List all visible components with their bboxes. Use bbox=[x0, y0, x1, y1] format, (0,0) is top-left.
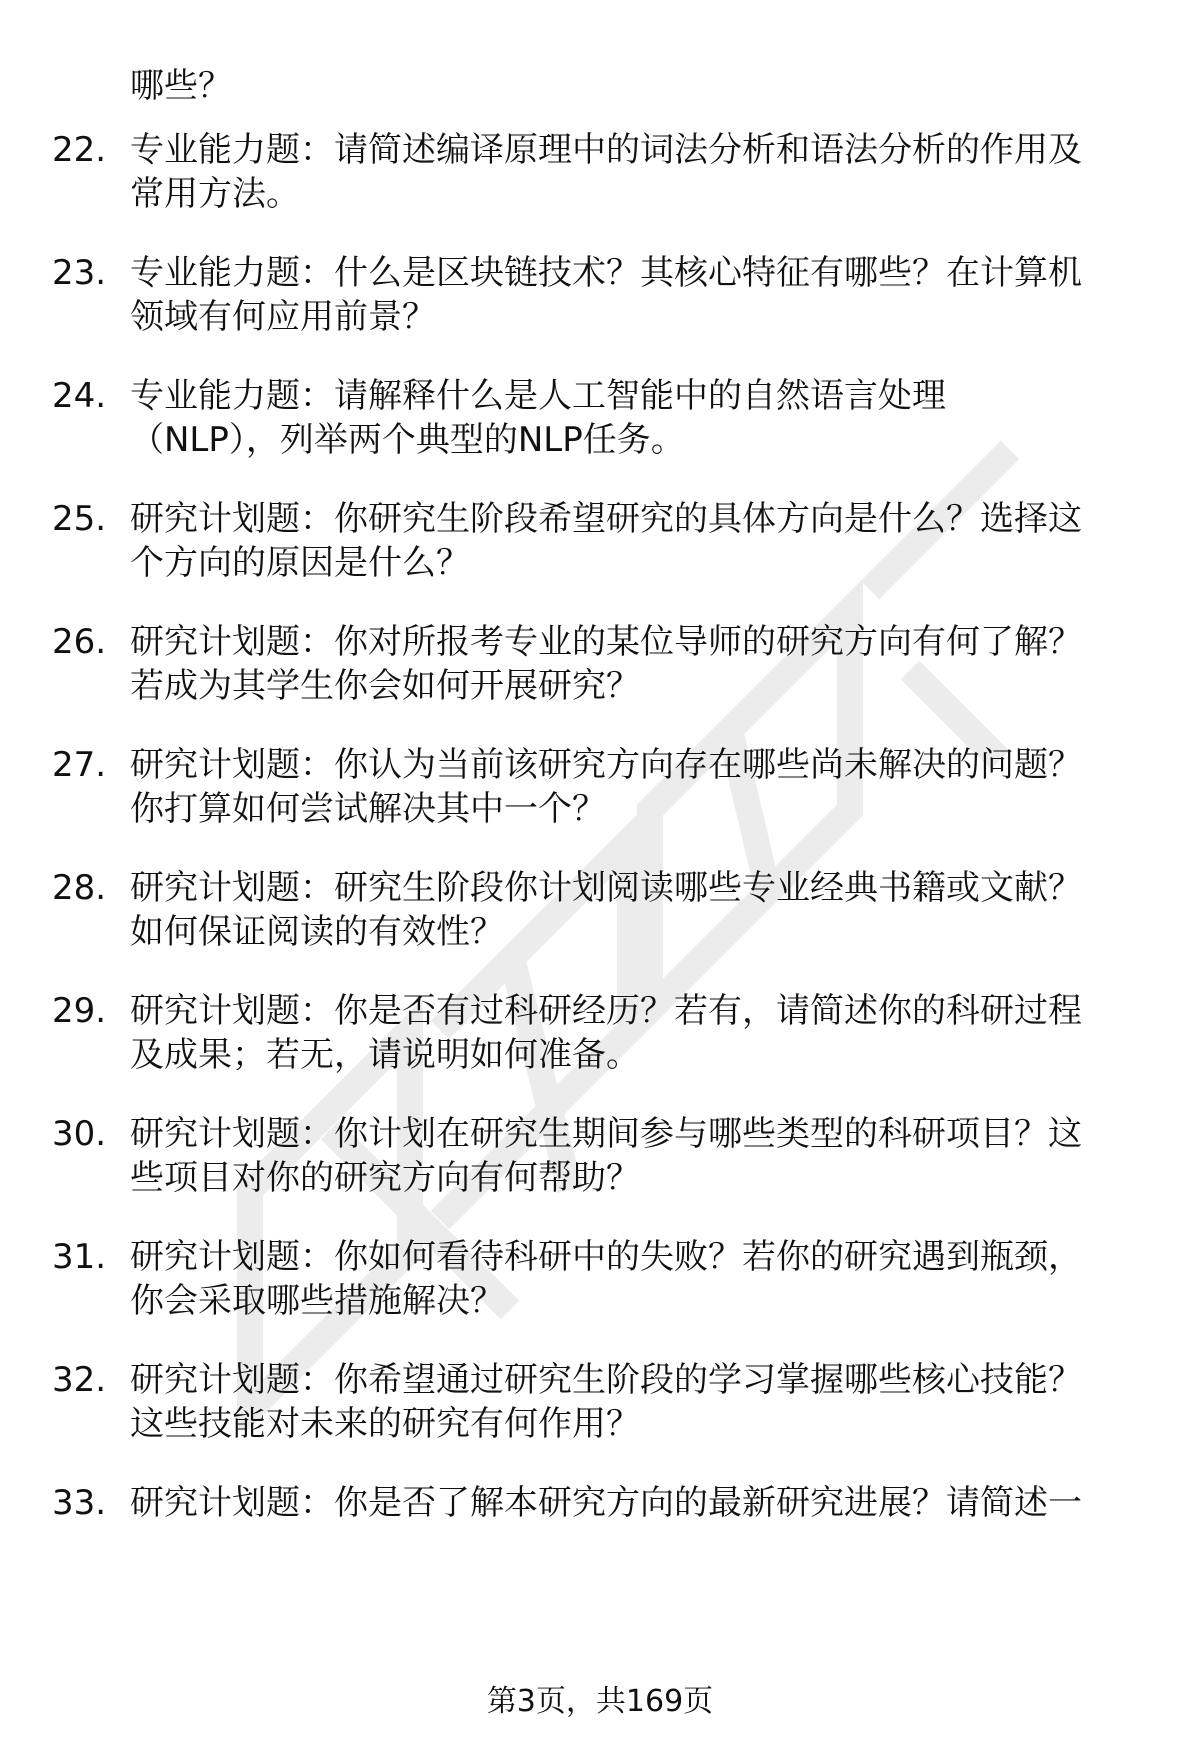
question-number: 32. bbox=[52, 1360, 107, 1400]
question-text-line: 常用方法。 bbox=[130, 174, 300, 214]
question-text-line: 若成为其学生你会如何开展研究？ bbox=[130, 666, 640, 706]
question-text-line: 研究计划题：研究生阶段你计划阅读哪些专业经典书籍或文献？ bbox=[130, 868, 1082, 908]
question-number: 25. bbox=[52, 499, 107, 539]
question-number: 29. bbox=[52, 991, 107, 1031]
question-text-line: 专业能力题：请解释什么是人工智能中的自然语言处理 bbox=[130, 376, 946, 416]
question-text-line: 专业能力题：什么是区块链技术？其核心特征有哪些？在计算机 bbox=[130, 253, 1082, 293]
question-number: 31. bbox=[52, 1237, 107, 1277]
question-number: 22. bbox=[52, 130, 107, 170]
question-number: 26. bbox=[52, 622, 107, 662]
question-number: 30. bbox=[52, 1114, 107, 1154]
question-text-line: 研究计划题：你是否有过科研经历？若有，请简述你的科研过程 bbox=[130, 991, 1082, 1031]
question-number: 24. bbox=[52, 376, 107, 416]
question-text-line: 研究计划题：你如何看待科研中的失败？若你的研究遇到瓶颈， bbox=[130, 1237, 1082, 1277]
question-text-line: （NLP），列举两个典型的NLP任务。 bbox=[130, 420, 685, 460]
question-text-line: 研究计划题：你希望通过研究生阶段的学习掌握哪些核心技能？ bbox=[130, 1360, 1082, 1400]
question-text-line: 些项目对你的研究方向有何帮助？ bbox=[130, 1158, 640, 1198]
question-text-line: 研究计划题：你研究生阶段希望研究的具体方向是什么？选择这 bbox=[130, 499, 1082, 539]
question-number: 27. bbox=[52, 745, 107, 785]
question-text-line: 个方向的原因是什么？ bbox=[130, 543, 470, 583]
question-text-line: 研究计划题：你对所报考专业的某位导师的研究方向有何了解？ bbox=[130, 622, 1082, 662]
question-text-line: 及成果；若无，请说明如何准备。 bbox=[130, 1035, 640, 1075]
question-text-line: 如何保证阅读的有效性？ bbox=[130, 912, 504, 952]
question-text-line: 你会采取哪些措施解决？ bbox=[130, 1281, 504, 1321]
question-number: 33. bbox=[52, 1483, 107, 1523]
question-text-line: 研究计划题：你计划在研究生期间参与哪些类型的科研项目？这 bbox=[130, 1114, 1082, 1154]
page-footer: 第3页，共169页 bbox=[486, 1684, 714, 1719]
question-number: 23. bbox=[52, 253, 107, 293]
question-text-line: 你打算如何尝试解决其中一个？ bbox=[130, 789, 606, 829]
question-text-line: 领域有何应用前景？ bbox=[130, 297, 436, 337]
question-text-line: 这些技能对未来的研究有何作用？ bbox=[130, 1404, 640, 1444]
question-text-line: 研究计划题：你认为当前该研究方向存在哪些尚未解决的问题？ bbox=[130, 745, 1082, 785]
question-text-line: 研究计划题：你是否了解本研究方向的最新研究进展？请简述一 bbox=[130, 1483, 1082, 1523]
continuation-text: 哪些？ bbox=[130, 66, 232, 106]
question-number: 28. bbox=[52, 868, 107, 908]
question-text-line: 专业能力题：请简述编译原理中的词法分析和语法分析的作用及 bbox=[130, 130, 1082, 170]
